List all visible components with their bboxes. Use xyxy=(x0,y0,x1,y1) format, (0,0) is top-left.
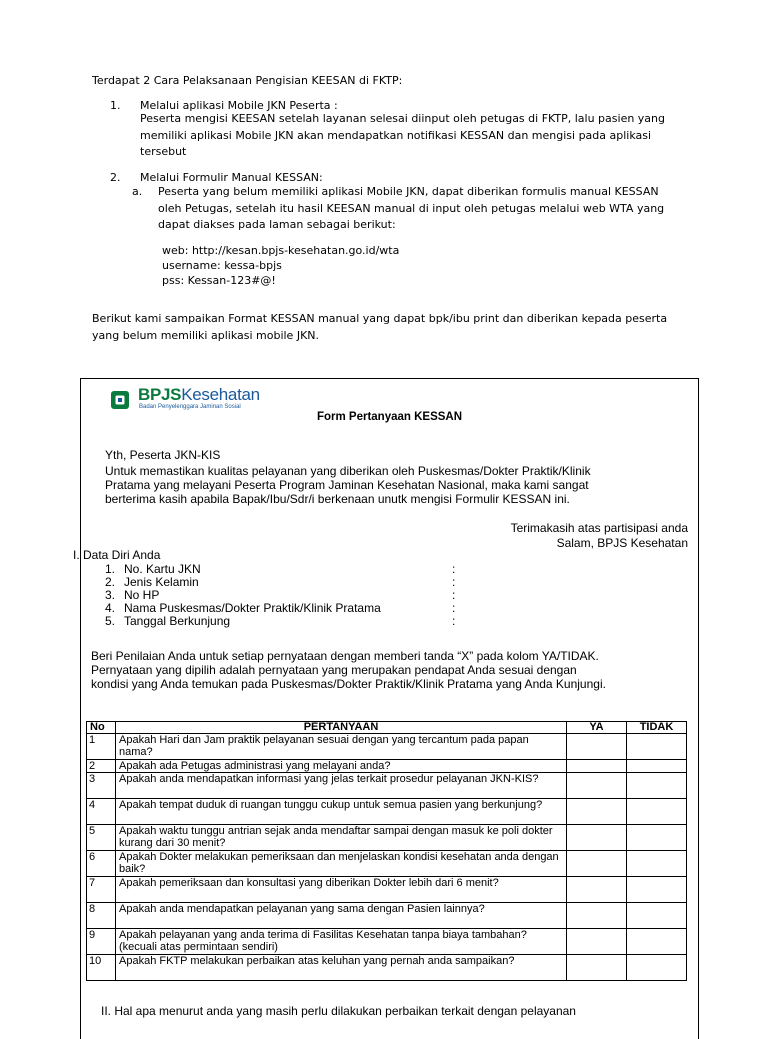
method-1-title-text: Melalui aplikasi Mobile JKN Peserta : xyxy=(140,99,338,112)
table-row xyxy=(87,825,687,851)
rating-instructions xyxy=(91,649,689,691)
data-field-label: Jenis Kelamin xyxy=(124,575,199,589)
answer-yes-cell[interactable] xyxy=(567,903,627,929)
method-1-desc-line: memiliki aplikasi Mobile JKN akan mendapatkan notifikasi KESSAN dan mengisi pada aplikasi xyxy=(140,128,652,142)
data-field-number: 2. xyxy=(105,575,116,589)
header-question: PERTANYAAN xyxy=(116,722,567,734)
form-greeting: Yth, Peserta JKN-KIS xyxy=(105,448,221,462)
questions-table xyxy=(86,721,687,981)
purpose-line: berterima kasih apabila Bapak/Ibu/Sdr/i berkenaan unutk mengisi Formulir KESSAN ini. xyxy=(105,492,570,506)
question-number: 1 xyxy=(87,734,116,760)
method-1-number: 1. xyxy=(110,99,121,112)
answer-yes-cell[interactable] xyxy=(567,877,627,903)
data-field-colon: : xyxy=(452,575,456,589)
data-field-number: 1. xyxy=(105,562,116,576)
data-field-label: No. Kartu JKN xyxy=(124,562,201,576)
question-number: 7 xyxy=(87,877,116,903)
answer-no-cell[interactable] xyxy=(627,734,687,760)
question-text: Apakah anda mendapatkan informasi yang jelas terkait prosedur pelayanan JKN-KIS? xyxy=(116,773,567,799)
question-text: Apakah FKTP melakukan perbaikan atas keluhan yang pernah anda sampaikan? xyxy=(116,955,567,981)
data-field-number: 3. xyxy=(105,588,116,602)
bpjs-logo-icon xyxy=(108,388,132,412)
method-1-desc-line: tersebut xyxy=(140,145,187,158)
form-purpose xyxy=(105,464,685,506)
answer-no-cell[interactable] xyxy=(627,903,687,929)
answer-no-cell[interactable] xyxy=(627,773,687,799)
data-field-label: No HP xyxy=(124,588,160,602)
answer-no-cell[interactable] xyxy=(627,851,687,877)
intro-heading: Terdapat 2 Cara Pelaksanaan Pengisian KEESAN di FKTP: xyxy=(92,74,403,87)
header-no: No xyxy=(87,722,116,734)
question-number: 4 xyxy=(87,799,116,825)
bpjs-logo xyxy=(108,385,268,412)
instruction-line: Pernyataan yang dipilih adalah pernyataan yang merupakan pendapat Anda sesuai dengan xyxy=(91,663,577,677)
question-text: Apakah tempat duduk di ruangan tunggu cukup untuk semua pasien yang berkunjung? xyxy=(116,799,567,825)
question-number: 6 xyxy=(87,851,116,877)
form-thanks xyxy=(511,521,688,551)
answer-yes-cell[interactable] xyxy=(567,773,627,799)
answer-yes-cell[interactable] xyxy=(567,825,627,851)
method-1-desc-line: Peserta mengisi KEESAN setelah layanan selesai diinput oleh petugas di FKTP, lalu pasien yang xyxy=(140,112,666,125)
question-text: Apakah waktu tunggu antrian sejak anda mendaftar sampai dengan masuk ke poli dokter kurang dari 30 menit? xyxy=(116,825,567,851)
answer-no-cell[interactable] xyxy=(627,760,687,773)
data-field-colon: : xyxy=(452,601,456,615)
section-2-title: II. Hal apa menurut anda yang masih perlu dilakukan perbaikan terkait dengan pelayanan xyxy=(101,1004,576,1018)
question-number: 5 xyxy=(87,825,116,851)
method-2-subpoint xyxy=(132,184,697,234)
data-field-colon: : xyxy=(452,562,456,576)
wta-username: username: kessa-bpjs xyxy=(162,259,282,272)
method-2-sub-line: Peserta yang belum memiliki aplikasi Mobile JKN, dapat diberikan formulis manual KESSAN xyxy=(158,185,659,198)
table-row xyxy=(87,955,687,981)
question-text: Apakah pemeriksaan dan konsultasi yang diberikan Dokter lebih dari 6 menit? xyxy=(116,877,567,903)
logo-wordmark xyxy=(138,385,260,405)
answer-yes-cell[interactable] xyxy=(567,760,627,773)
question-number: 9 xyxy=(87,929,116,955)
intro-closing xyxy=(92,311,692,344)
section-1-title: I. Data Diri Anda xyxy=(73,548,161,562)
answer-yes-cell[interactable] xyxy=(567,955,627,981)
answer-no-cell[interactable] xyxy=(627,877,687,903)
answer-no-cell[interactable] xyxy=(627,955,687,981)
header-no-answer: TIDAK xyxy=(627,722,687,734)
table-row xyxy=(87,903,687,929)
table-row xyxy=(87,877,687,903)
question-number: 10 xyxy=(87,955,116,981)
closing-line: yang belum memiliki aplikasi mobile JKN. xyxy=(92,328,320,342)
table-row xyxy=(87,929,687,955)
table-row xyxy=(87,734,687,760)
question-text: Apakah Dokter melakukan pemeriksaan dan menjelaskan kondisi kesehatan anda dengan baik? xyxy=(116,851,567,877)
wta-password: pss: Kessan-123#@! xyxy=(162,274,276,287)
method-2-sub-line: dapat diakses pada laman sebagai berikut: xyxy=(158,218,396,231)
header-yes: YA xyxy=(567,722,627,734)
signature-line: Salam, BPJS Kesehatan xyxy=(556,536,688,550)
data-field-label: Nama Puskesmas/Dokter Praktik/Klinik Pratama xyxy=(124,601,381,615)
instruction-line: kondisi yang Anda temukan pada Puskesmas/Dokter Praktik/Klinik Pratama yang Anda Kunjungi. xyxy=(91,677,606,691)
question-number: 2 xyxy=(87,760,116,773)
question-text: Apakah pelayanan yang anda terima di Fasilitas Kesehatan tanpa biaya tambahan? (kecuali atas permintaan sendiri) xyxy=(116,929,567,955)
answer-yes-cell[interactable] xyxy=(567,851,627,877)
purpose-line: Pratama yang melayani Peserta Program Jaminan Kesehatan Nasional, maka kami sangat xyxy=(105,478,589,492)
answer-no-cell[interactable] xyxy=(627,929,687,955)
answer-yes-cell[interactable] xyxy=(567,929,627,955)
method-2-sub-line: oleh Petugas, setelah itu hasil KEESAN manual di input oleh petugas melalui web WTA yang xyxy=(158,201,665,215)
answer-no-cell[interactable] xyxy=(627,799,687,825)
method-2-number: 2. xyxy=(110,171,121,184)
method-1-description xyxy=(140,111,700,161)
answer-yes-cell[interactable] xyxy=(567,799,627,825)
logo-name-bold: BPJS xyxy=(138,385,182,404)
kessan-form xyxy=(73,378,699,1039)
purpose-line: Untuk memastikan kualitas pelayanan yang diberikan oleh Puskesmas/Dokter Praktik/Klinik xyxy=(105,464,591,478)
data-field-label: Tanggal Berkunjung xyxy=(124,614,231,628)
data-field-number: 4. xyxy=(105,601,116,615)
answer-no-cell[interactable] xyxy=(627,825,687,851)
question-text: Apakah anda mendapatkan pelayanan yang sama dengan Pasien lainnya? xyxy=(116,903,567,929)
logo-tagline: Badan Penyelenggara Jaminan Sosial xyxy=(139,404,241,410)
data-field-colon: : xyxy=(452,588,456,602)
table-header-row xyxy=(87,722,687,734)
answer-yes-cell[interactable] xyxy=(567,734,627,760)
thanks-line: Terimakasih atas partisipasi anda xyxy=(510,521,688,535)
table-row xyxy=(87,851,687,877)
question-text: Apakah Hari dan Jam praktik pelayanan sesuai dengan yang tercantum pada papan nama? xyxy=(116,734,567,760)
instruction-line: Beri Penilaian Anda untuk setiap pernyataan dengan memberi tanda “X” pada kolom YA/TIDAK. xyxy=(91,649,599,663)
table-row xyxy=(87,799,687,825)
closing-line: Berikut kami sampaikan Format KESSAN manual yang dapat bpk/ibu print dan diberikan kepada peserta xyxy=(92,312,668,325)
question-number: 3 xyxy=(87,773,116,799)
method-2-title-text: Melalui Formulir Manual KESSAN: xyxy=(140,171,323,184)
data-field-colon: : xyxy=(452,614,456,628)
table-row xyxy=(87,773,687,799)
data-field-number: 5. xyxy=(105,614,116,628)
method-2-sub-letter: a. xyxy=(132,185,143,198)
question-text: Apakah ada Petugas administrasi yang melayani anda? xyxy=(116,760,567,773)
table-row xyxy=(87,760,687,773)
logo-name-rest: Kesehatan xyxy=(181,385,260,404)
wta-web-link[interactable]: web: http://kesan.bpjs-kesehatan.go.id/wta xyxy=(162,244,400,257)
question-number: 8 xyxy=(87,903,116,929)
form-title: Form Pertanyaan KESSAN xyxy=(316,411,463,423)
